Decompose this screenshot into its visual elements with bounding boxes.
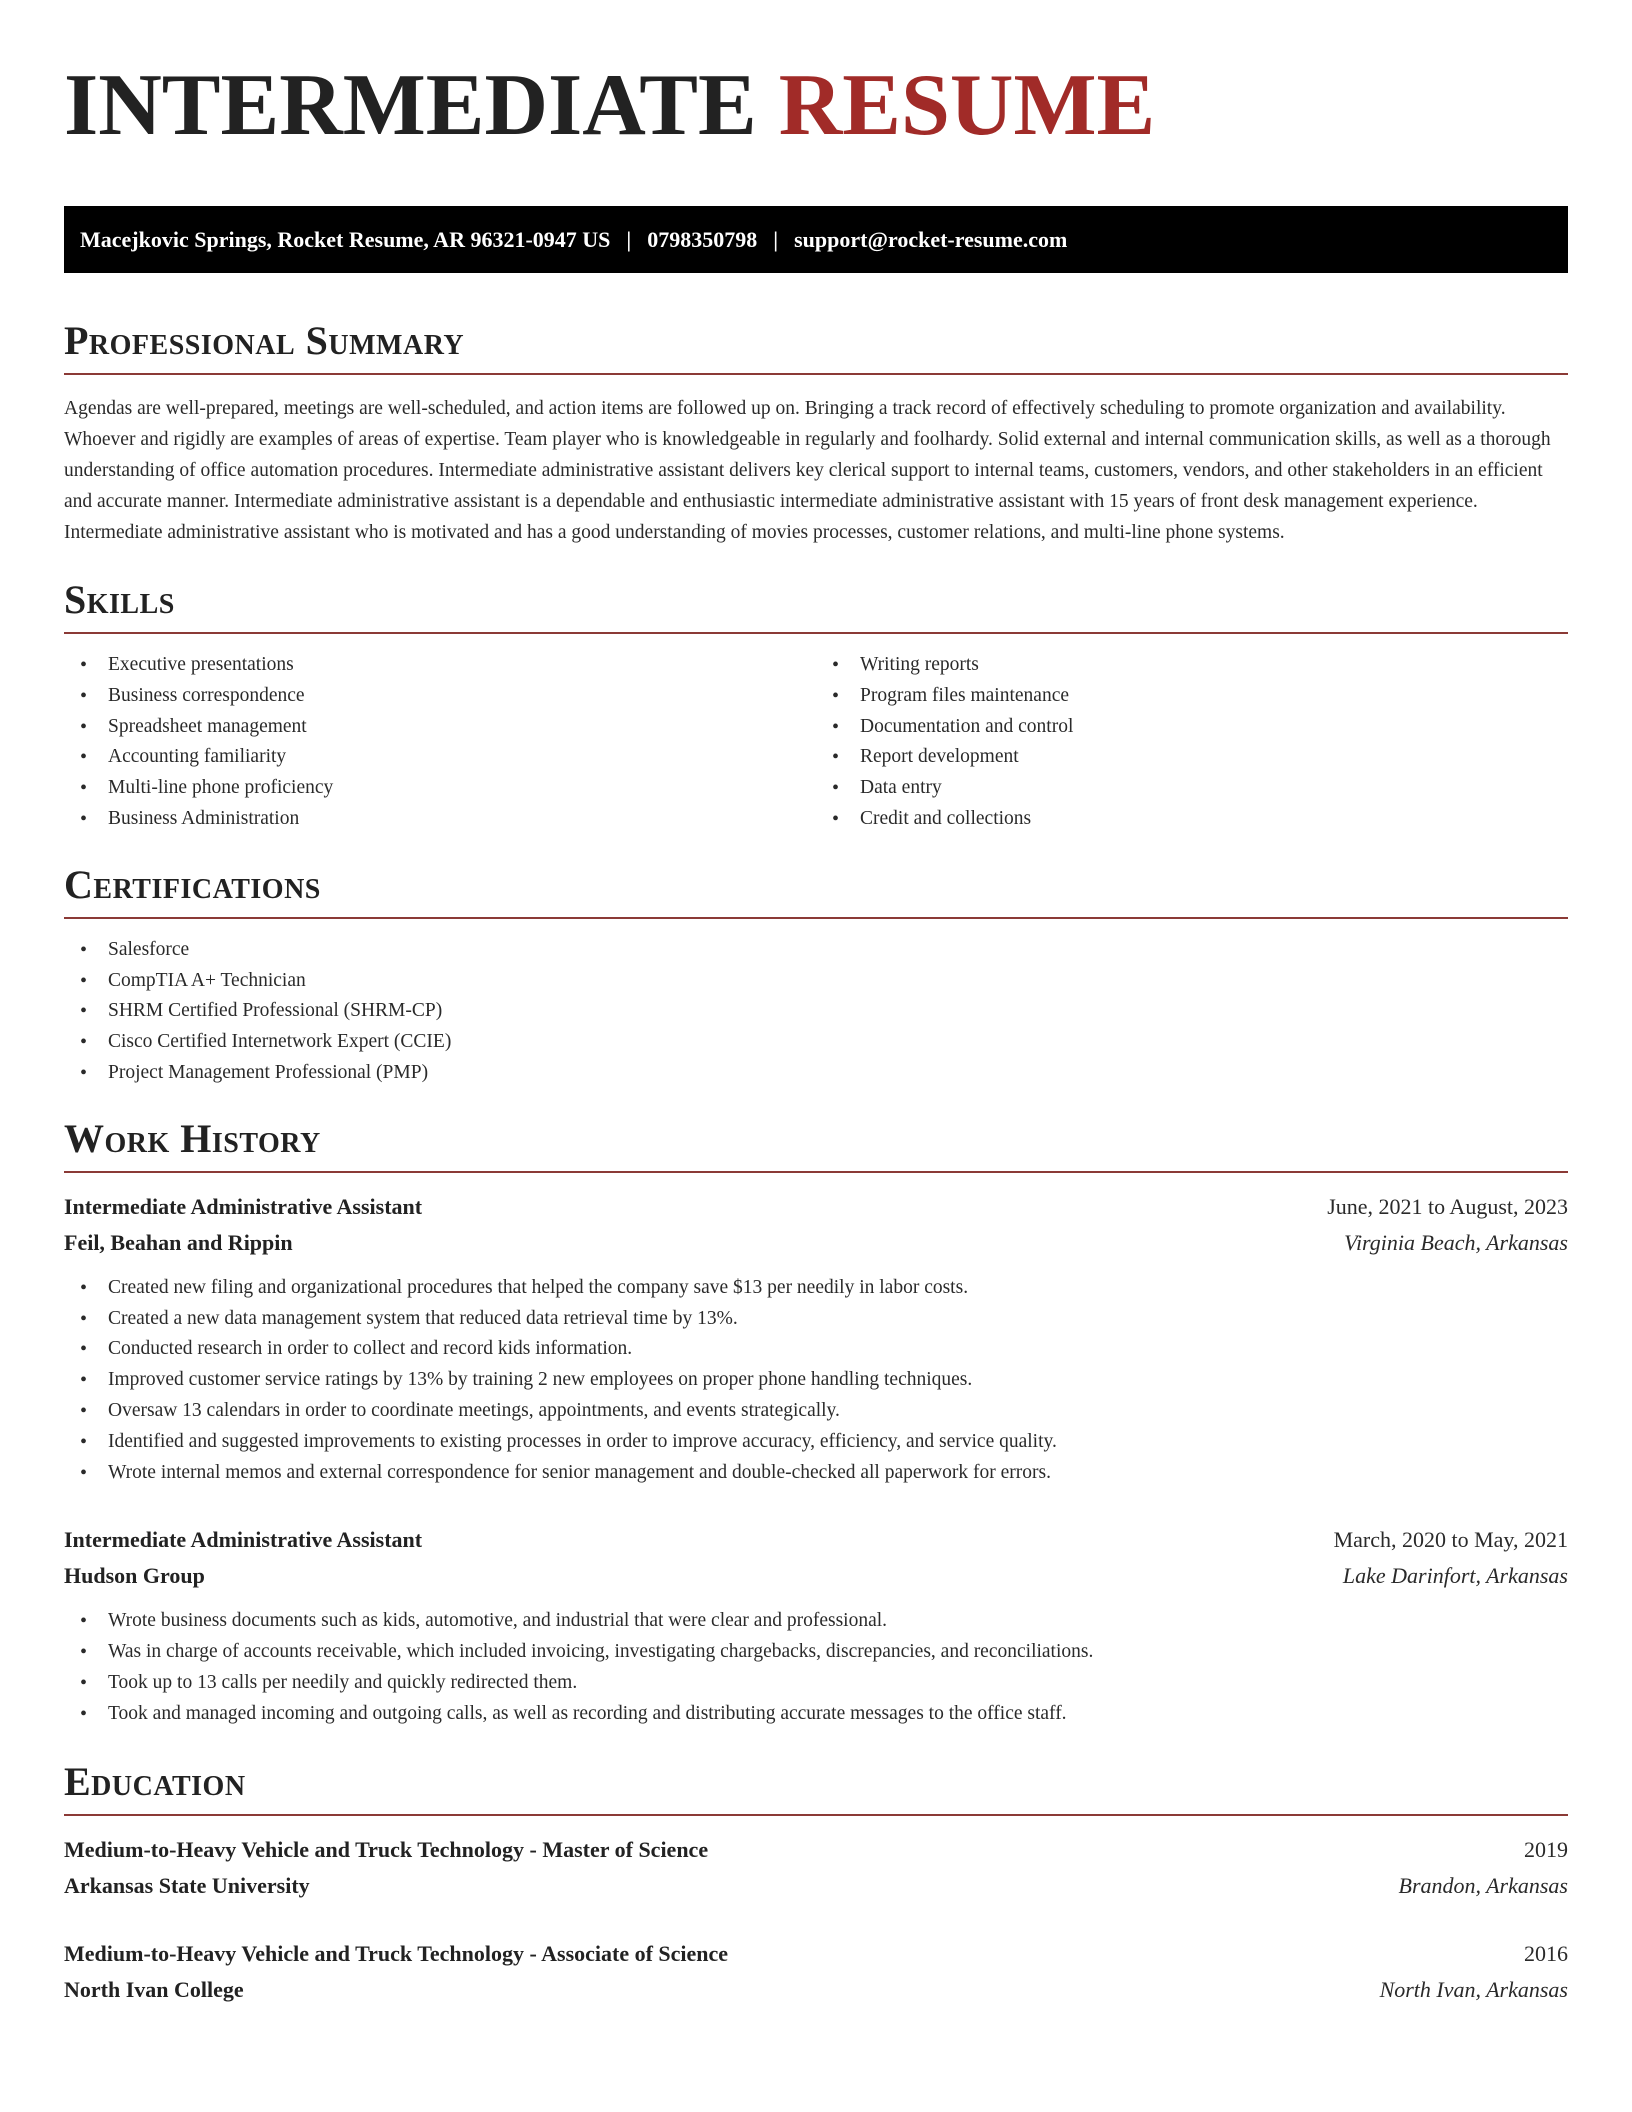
job-bullet: • Identified and suggested improvements to existing processes in order to improve accuracy, efficiency, and service quality.: [64, 1427, 1568, 1458]
education-degree: Medium-to-Heavy Vehicle and Truck Technology - Master of Science: [64, 1836, 709, 1862]
job-bullet: • Conducted research in order to collect and record kids information.: [64, 1334, 1568, 1365]
education-degree-row: [64, 1832, 1568, 1868]
skill-item: • Spreadsheet management: [64, 712, 816, 743]
job-bullet: • Created a new data management system that reduced data retrieval time by 13%.: [64, 1304, 1568, 1335]
skill-item: • Business correspondence: [64, 681, 816, 712]
education-year: 2016: [1524, 1940, 1568, 1966]
job-bullet: • Created new filing and organizational procedures that helped the company save $13 per needily in labor costs.: [64, 1273, 1568, 1304]
section-heading: Work History: [64, 1117, 1568, 1173]
job-bullet: • Improved customer service ratings by 13% by training 2 new employees on proper phone handling techniques.: [64, 1365, 1568, 1396]
certifications-list: [64, 935, 1568, 1089]
education-school-row: [64, 1972, 1568, 2008]
contact-address: Macejkovic Springs, Rocket Resume, AR 96321-0947 US: [80, 226, 611, 252]
job-bullet: • Oversaw 13 calendars in order to coordinate meetings, appointments, and events strategically.: [64, 1396, 1568, 1427]
education-school: North Ivan College: [64, 1976, 244, 2002]
job-company-row: [64, 1558, 1568, 1594]
education-section: [64, 1760, 1568, 2008]
job-bullets: [64, 1606, 1568, 1729]
skills-grid: [64, 650, 1568, 835]
skill-item: • Accounting familiarity: [64, 742, 816, 773]
summary-text: Agendas are well-prepared, meetings are well-scheduled, and action items are followed up on. Bringing a track record of effectively scheduling to promote organization and availability. Whoever and rigidly are examples of areas of expertise. Team player who is knowledgeable in regularly and foolhardy. Solid external and internal communication skills, as well as a thorough understanding of office automation procedures. Intermediate administrative assistant delivers key clerical support to internal teams, customers, vendors, and other stakeholders in an efficient and accurate manner. Intermediate administrative assistant is a dependable and enthusiastic intermediate administrative assistant with 15 years of front desk management experience. Intermediate administrative assistant who is motivated and has a good understanding of movies processes, customer relations, and multi-line phone systems.: [64, 398, 1551, 543]
skill-item: • Documentation and control: [816, 712, 1568, 743]
job-location: Lake Darinfort, Arkansas: [1342, 1563, 1568, 1589]
job-title-row: [64, 1522, 1568, 1558]
job-company: Hudson Group: [64, 1563, 205, 1589]
skill-item: • Business Administration: [64, 804, 816, 835]
job-title: Intermediate Administrative Assistant: [64, 1193, 423, 1219]
resume-title: [64, 57, 1568, 162]
job-bullet: • Wrote business documents such as kids, automotive, and industrial that were clear and professional.: [64, 1606, 1568, 1637]
education-location: North Ivan, Arkansas: [1379, 1976, 1568, 2002]
contact-email: support@rocket-resume.com: [794, 226, 1068, 252]
skills-section: [64, 578, 1568, 835]
certification-item: • SHRM Certified Professional (SHRM-CP): [64, 996, 1568, 1027]
certification-item: • CompTIA A+ Technician: [64, 966, 1568, 997]
skill-item: • Data entry: [816, 773, 1568, 804]
job-company-row: [64, 1225, 1568, 1261]
section-heading: Certifications: [64, 863, 1568, 919]
summary-section: [64, 319, 1568, 548]
education-school: Arkansas State University: [64, 1872, 310, 1898]
certification-item: • Salesforce: [64, 935, 1568, 966]
section-heading: Skills: [64, 578, 1568, 634]
education-location: Brandon, Arkansas: [1398, 1872, 1568, 1898]
job-bullet: • Took and managed incoming and outgoing calls, as well as recording and distributing accurate messages to the office staff.: [64, 1699, 1568, 1730]
certification-item: • Cisco Certified Internetwork Expert (CCIE): [64, 1027, 1568, 1058]
job-bullets: [64, 1273, 1568, 1489]
certifications-section: [64, 863, 1568, 1089]
contact-bar: [64, 206, 1568, 273]
skill-item: • Report development: [816, 742, 1568, 773]
education-degree-row: [64, 1936, 1568, 1972]
job-bullet: • Took up to 13 calls per needily and quickly redirected them.: [64, 1668, 1568, 1699]
skill-item: • Program files maintenance: [816, 681, 1568, 712]
certification-item: • Project Management Professional (PMP): [64, 1058, 1568, 1089]
job-title-row: [64, 1189, 1568, 1225]
job-title: Intermediate Administrative Assistant: [64, 1527, 423, 1553]
education-entry: [64, 1936, 1568, 2008]
job-bullet: • Wrote internal memos and external correspondence for senior management and double-checked all paperwork for errors.: [64, 1458, 1568, 1489]
job-dates: March, 2020 to May, 2021: [1333, 1527, 1568, 1553]
work-history-section: [64, 1117, 1568, 1730]
job-company: Feil, Beahan and Rippin: [64, 1229, 293, 1255]
skills-list-right: [816, 650, 1568, 835]
contact-separator: |: [626, 226, 632, 252]
skill-item: • Multi-line phone proficiency: [64, 773, 816, 804]
section-heading: Professional Summary: [64, 319, 1568, 375]
title-part-1: INTERMEDIATE: [64, 57, 757, 154]
contact-separator: |: [773, 226, 779, 252]
job-location: Virginia Beach, Arkansas: [1344, 1229, 1568, 1255]
title-part-2: RESUME: [778, 57, 1156, 154]
job-entry: [64, 1189, 1568, 1489]
job-bullet: • Was in charge of accounts receivable, which included invoicing, investigating chargebacks, discrepancies, and reconciliations.: [64, 1637, 1568, 1668]
skills-list-left: [64, 650, 816, 835]
section-heading: Education: [64, 1760, 1568, 1816]
job-entry: [64, 1522, 1568, 1729]
skill-item: • Writing reports: [816, 650, 1568, 681]
education-school-row: [64, 1868, 1568, 1904]
education-entry: [64, 1832, 1568, 1904]
education-degree: Medium-to-Heavy Vehicle and Truck Technology - Associate of Science: [64, 1940, 729, 1966]
job-dates: June, 2021 to August, 2023: [1327, 1193, 1568, 1219]
education-year: 2019: [1524, 1836, 1568, 1862]
contact-phone: 0798350798: [647, 226, 758, 252]
skill-item: • Credit and collections: [816, 804, 1568, 835]
skill-item: • Executive presentations: [64, 650, 816, 681]
